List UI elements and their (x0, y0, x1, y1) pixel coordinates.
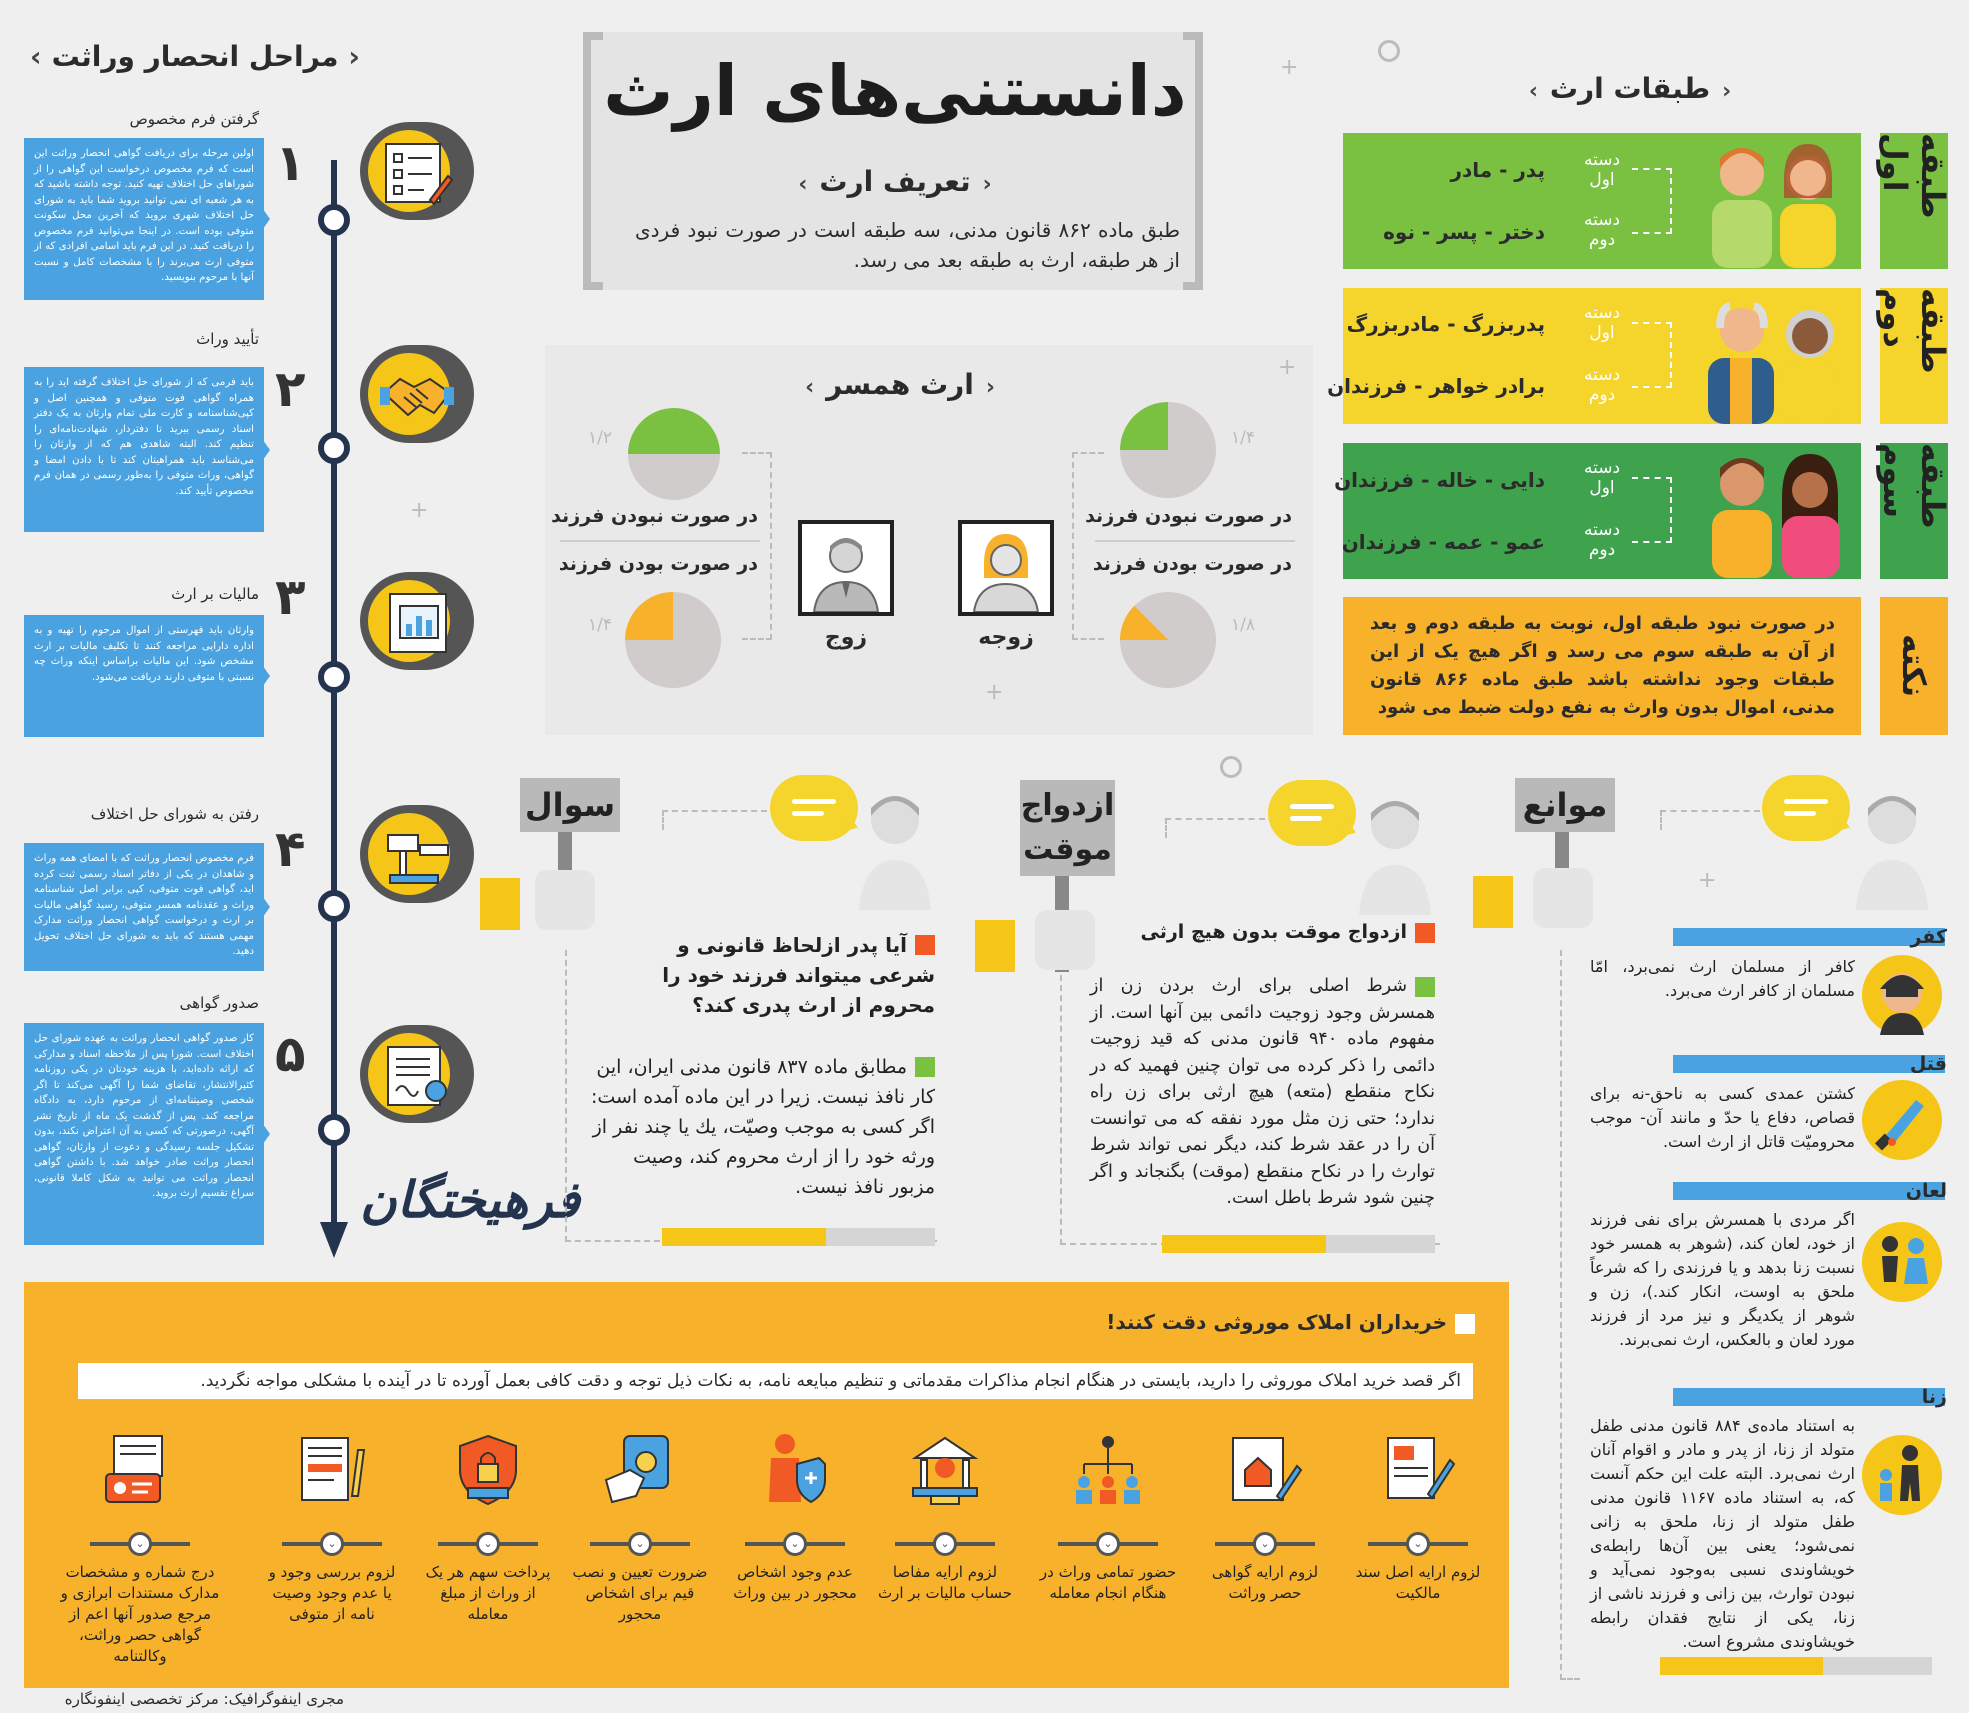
connector-dashed (662, 810, 767, 830)
buyers-title: خریداران املاک موروثی دقت کنند! (900, 1310, 1475, 1334)
step-5-title: صدور گواهی (179, 994, 259, 1012)
obstacle-4-header (1673, 1388, 1945, 1406)
pie-wife-with-child (1120, 592, 1216, 688)
bullet-white-icon (1455, 1314, 1475, 1334)
fraction-wife-with-child: ۱/۸ (1231, 615, 1255, 635)
connector-dashed (1660, 810, 1760, 830)
obstacle-3-header (1673, 1182, 1945, 1200)
fraction-husband-no-child: ۱/۲ (588, 428, 612, 448)
bullet-green-icon (915, 1057, 935, 1077)
speech-bubble-icon (1268, 780, 1356, 846)
chevron-right-icon: ‹ (1722, 79, 1732, 104)
wife-avatar (958, 520, 1054, 616)
obstacle-2-title: قتل (1909, 1053, 1947, 1075)
man-icon (802, 524, 890, 612)
obstacles-panel (1560, 950, 1580, 1680)
step-1-number: ۱ (275, 134, 306, 192)
spouse-title: ‹ارث همسر› (805, 368, 995, 401)
cuff-icon (480, 878, 520, 930)
step-4-text: فرم مخصوص انحصار وراثت که با امضای همه وراث و شاهدان در یکی از دفاتر اسناد رسمی ثبت کرده اید، گواهی فوت متوفی، کپی برابر اصل شناسنامه وراث و عقدنامه همسر متوفی، رسید گواهی مالیات بر ارث و درخواست گواهی انحصار وراثت مدارک مهمی هستند که باید به شورای حل اختلاف تحویل دهید. (24, 843, 264, 971)
wife-with-child-label: در صورت بودن فرزند (1092, 553, 1292, 575)
obstacle-1-header (1673, 928, 1945, 946)
step-4-number: ۴ (275, 820, 306, 878)
buyer-icon-9 (100, 1430, 180, 1510)
progress-fill (662, 1228, 826, 1246)
pie-wife-no-child (1120, 402, 1216, 498)
report-chart-icon (380, 590, 454, 656)
will-document-icon (292, 1430, 372, 1510)
buyer-item-2-label: لزوم ارایه گواهی حصر وراثت (1211, 1563, 1319, 1602)
tier-1-group-2: دسته دوم (1583, 210, 1621, 250)
plus-decoration-icon: + (1698, 868, 1717, 893)
woman-icon (962, 524, 1050, 612)
user-icon (855, 780, 935, 910)
circle-decoration-icon (1378, 40, 1400, 62)
wife-no-child-label: در صورت نبودن فرزند (1085, 505, 1292, 527)
timeline-node (318, 204, 350, 236)
bank-tax-icon (905, 1430, 985, 1510)
obstacle-4-text: به استناد ماده‌ی ۸۸۴ قانون مدنی طفل متولد از زنا، از پدر و مادر و اقوام آنان ارث نمی‌برد. البته علت این حکم آنست که، به استناد ماده ۱۱۶۷ قانون مدنی طفل متولد از زنا، ملحق به زانی نمی‌شود؛ یعنی بین آن‌ها رابطه‌ی خویشاوندی نسبی به‌وجود نمی‌آید و نبودن توارث، بین زانی و فرزند ناشی از زنا، یکی از نتایج فقدان رابطه خویشاوندی مشروع است. (1590, 1416, 1855, 1651)
husband-no-child-label: در صورت نبودن فرزند (551, 505, 758, 527)
tier-2-group-1: دسته اول (1583, 303, 1621, 343)
buyers-intro: اگر قصد خرید املاک موروثی را دارید، بایستی در هنگام انجام مذاکرات مقدماتی و تنظیم مبایعه نامه، به نکات ذیل توجه و دقت کافی بعمل آورده تا در آینده با مشکلی مواجه نگردید. (78, 1363, 1473, 1399)
chevron-down-icon: ⌄ (628, 1532, 652, 1556)
id-card-icon (100, 1430, 180, 1510)
divider (1095, 540, 1295, 542)
obstacles-progress (1660, 1657, 1932, 1675)
question-a: مطابق ماده ۸۳۷ قانون مدنی ایران، این کار نافذ نیست. زیرا در این ماده آمده است: اگر کسی به موجب وصیّت، یك یا چند نفر از ورثه خود را از ارث محروم کند، وصیت مزبور نافذ نیست. (590, 1056, 935, 1198)
buyer-item-9-label: درج شماره و مشخصات مدارک مستندات ابرازی و مرجع صدور آنها اعم از گواهی حصر وراثت، وکالتنامه (60, 1563, 220, 1665)
buyer-icon-4 (905, 1430, 985, 1510)
uncle-aunt-icon (1690, 438, 1860, 578)
bullet-red-icon (1415, 923, 1435, 943)
user-icon (1852, 780, 1932, 910)
hand-icon (1533, 868, 1593, 928)
connector-dashed (1632, 168, 1672, 234)
tier-2-line-1: پدربزرگ - مادربزرگ (1346, 312, 1545, 336)
shield-lock-icon (448, 1430, 528, 1510)
chevron-left-icon: › (805, 375, 815, 400)
chevron-right-icon: ‹ (982, 172, 992, 197)
chevron-down-icon: ⌄ (933, 1532, 957, 1556)
temp-marriage-a: شرط اصلی برای ارث بردن زن از همسرش وجود زوجیت دائمی بین آنها است. از مفهوم ماده ۹۴۰ قانون مدنی که قید زوجیت دائمی را ذکر کرده می توان چنین فهمید که در نکاح منقطع (متعه) هیچ ارثی برای زن راه ندارد؛ حتی زن مثل مورد نفقه که می توانست آن را در عقد شرط کند، دیگر نمی تواند شرط توارث را در نکاح منقطع (موقت) بگنجاند و اگر چنین شود شرط باطل است. (1090, 976, 1435, 1208)
bullet-red-icon (915, 935, 935, 955)
obstacle-1-text: کافر از مسلمان ارث نمی‌برد، امّا مسلمان از کافر ارث می‌برد. (1590, 957, 1855, 1000)
couple-argue-icon (1862, 1222, 1942, 1302)
temp-marriage-sign: ازدواج موقت (1020, 780, 1115, 876)
person-shield-icon (755, 1430, 835, 1510)
tier-1-label: طبقه اول (1880, 133, 1948, 269)
temp-marriage-q: ازدواج موقت بدون هیچ ارثی (1100, 918, 1435, 946)
deed-icon (1378, 1430, 1458, 1510)
connector-dashed (1165, 818, 1265, 838)
hand-icon (1035, 910, 1095, 970)
chevron-down-icon: ⌄ (1096, 1532, 1120, 1556)
obstacle-2-text: کشتن عمدی کسی به ناحق-نه برای قصاص، دفاع یا حدّ و مانند آن- موجب محرومیّت قاتل از ارث است. (1590, 1084, 1855, 1151)
chevron-down-icon: ⌄ (1406, 1532, 1430, 1556)
timeline-line (331, 160, 337, 1230)
step-3-title: مالیات بر ارث (171, 585, 259, 603)
step-2-number: ۲ (275, 360, 306, 418)
process-title: ‹مراحل انحصار وراثت› (30, 40, 360, 73)
obstacles-sign: موانع (1515, 778, 1615, 832)
hand-icon (535, 870, 595, 930)
buyer-item-1-label: لزوم ارایه اصل سند مالکیت (1355, 1563, 1481, 1602)
logo-wordmark: فرهیختگان (360, 1170, 580, 1229)
husband-label: زوج (824, 625, 868, 650)
buyer-icon-8 (292, 1430, 372, 1510)
step-3-number: ۳ (275, 568, 306, 626)
parents-icon (1690, 128, 1860, 268)
gavel-icon (380, 823, 454, 889)
buyer-item-5-label: عدم وجود اشخاص محجور در بین وراث (733, 1563, 857, 1602)
chevron-right-icon: ‹ (348, 40, 360, 73)
connector-dashed (1632, 477, 1672, 543)
step-5-badge (360, 1025, 474, 1123)
step-3-badge (360, 572, 474, 670)
chevron-left-icon: › (798, 172, 808, 197)
step-4-badge (360, 805, 474, 903)
progress-fill (1162, 1235, 1326, 1253)
cuff-icon (975, 920, 1015, 972)
step-1-badge (360, 122, 474, 220)
obstacle-3-icon (1862, 1222, 1942, 1302)
step-2-title: تأیید وراث (196, 330, 259, 348)
tier-1-group-1: دسته اول (1583, 150, 1621, 190)
buyer-icon-1 (1378, 1430, 1458, 1510)
question-q: آیا پدر ازلحاظ قانونی و شرعی میتواند فرزند خود را محروم از ارث پدری کند؟ (662, 933, 935, 1017)
progress-fill (1660, 1657, 1823, 1675)
tier-3-group-1: دسته اول (1583, 458, 1621, 498)
obstacle-3-text: اگر مردی با همسرش برای نفی فرزند از خود، لعان کند، (شوهر به همسر خود نسبت زنا بدهد و یا فرزندی را که شرعاً ملحق به اوست، انکار کند.)، زن و شوهر از یکدیگر و نیز مرد از فرزند مورد لعان و بالعکس، ارث نمی‌برند. (1590, 1210, 1855, 1349)
chevron-down-icon: ⌄ (128, 1532, 152, 1556)
user-icon (1355, 785, 1435, 915)
timeline-node (318, 432, 350, 464)
speech-bubble-icon (1762, 775, 1850, 841)
obstacle-1-title: کفر (1910, 926, 1947, 948)
step-4-title: رفتن به شورای حل اختلاف (90, 805, 259, 823)
plus-decoration-icon: + (1278, 355, 1297, 380)
obstacle-2-icon (1862, 1080, 1942, 1160)
timeline-node (318, 890, 350, 922)
chevron-down-icon: ⌄ (1253, 1532, 1277, 1556)
husband-with-child-label: در صورت بودن فرزند (558, 553, 758, 575)
buyer-icon-3 (1068, 1430, 1148, 1510)
plus-decoration-icon: + (410, 498, 429, 523)
buyer-item-4-label: لزوم ارایه مفاصا حساب مالیات بر ارث (877, 1563, 1013, 1602)
wife-label: زوجه (978, 625, 1034, 650)
tier-2-line-2: برادر خواهر - فرزندان (1327, 374, 1545, 398)
obstacle-2-header (1673, 1055, 1945, 1073)
step-3-text: وارثان باید فهرستی از اموال مرحوم را تهیه و به اداره دارایی مراجعه کنند تا تکلیف مالیات بر ارث مشخص شود. این مالیات براساس اینکه وراث چه نسبتی با متوفی دارند دریافت می‌شود. (24, 615, 264, 737)
definition-title: ‹تعریف ارث› (798, 165, 992, 198)
handshake-icon (380, 363, 454, 429)
step-1-title: گرفتن فرم مخصوص (129, 110, 259, 128)
chevron-down-icon: ⌄ (783, 1532, 807, 1556)
step-2-badge (360, 345, 474, 443)
divider (560, 540, 760, 542)
connector-dashed (1072, 452, 1104, 640)
temp-marriage-progress (1162, 1235, 1435, 1253)
step-5-number: ۵ (275, 1025, 306, 1083)
step-1-text: اولین مرحله برای دریافت گواهی انحصار وراثت این است که فرم مخصوص درخواست این گواهی را از شوراهای حل اختلاف تهیه کنید. توجه داشته باشید که به هر شعبه ای نمی توانید بروید شما باید به شورای حل اختلاف شهری بروید که آخرین محل سکونت متوفی بوده است. در اینجا می‌توانید فرم مخصوص را دریافت کنید. در این فرم باید اسامی افرادی که از متوفی ارث می‌برند را با مشخصات کامل و نسبت آنها با مرحوم بنویسید. (24, 138, 264, 300)
timeline-node (318, 661, 350, 693)
buyer-item-8-label: لزوم بررسی وجود و یا عدم وجود وصیت نامه از متوفی (268, 1563, 396, 1623)
knife-icon (1862, 1080, 1942, 1160)
form-document-icon (380, 140, 454, 206)
obstacle-4-title: زنا (1921, 1386, 1947, 1408)
obstacle-1-icon (1862, 955, 1942, 1035)
tiers-title: ‹طبقات ارث› (1528, 72, 1732, 105)
chevron-down-icon: ⌄ (320, 1532, 344, 1556)
bullet-green-icon (1415, 977, 1435, 997)
question-sign: سوال (520, 778, 620, 832)
buyer-item-3-label: حضور تمامی وراث در هنگام انجام معامله (1039, 1563, 1177, 1602)
hand-money-icon (600, 1430, 680, 1510)
tier-1-line-1: پدر - مادر (1450, 158, 1545, 182)
note-text: در صورت نبود طبقه اول، نوبت به طبقه دوم و بعد از آن به طبقه سوم می رسد و اگر هیچ یک از این طبقات وجود نداشته باشد طبق ماده ۸۶۶ قانون مدنی، اموال بدون وارث به نفع دولت ضبط می شود (1370, 613, 1836, 718)
definition-text: طبق ماده ۸۶۲ قانون مدنی، سه طبقه است در صورت نبود فردی از هر طبقه، ارث به طبقه بعد می رسد. (635, 218, 1180, 272)
note-label: نکته (1880, 597, 1948, 735)
chevron-right-icon: ‹ (985, 375, 995, 400)
tier-1-line-2: دختر - پسر - نوه (1383, 220, 1545, 244)
chevron-left-icon: › (30, 40, 42, 73)
tier-3-line-1: دایی - خاله - فرزندان (1334, 468, 1545, 492)
pie-husband-no-child (628, 408, 720, 500)
buyer-icon-2 (1225, 1430, 1305, 1510)
speech-bubble-icon (770, 775, 858, 841)
man-child-icon (1862, 1435, 1942, 1515)
step-5-text: کار صدور گواهی انحصار وراثت به عهده شورای حل اختلاف است. شورا پس از ملاحظه اسناد و مدارکی که ارائه داده‌اید، با هزینه خودتان در یکی روزنامه کثیرالانتشار، تقاضای شما را آگهی می‌کند تا اگر شخصی وصیتنامه‌ای از مرحوم دارد، به دادگاه مراجعه کند. پس از گذشت یک ماه از تاریخ نشر آگهی، درصورتی که کسی به آن اعتراض نکند، بدون تشکیل جلسه رسیدگی و دعوت از وارثان، گواهی انحصار وراثت صادر خواهد شد. با داشتن گواهی انحصار وراثت می توانید به شکل کاملا قانونی، سراغ تقسیم ارث بروید. (24, 1023, 264, 1245)
logo (360, 1170, 580, 1280)
plus-decoration-icon: + (1280, 55, 1299, 80)
tier-2-label: طبقه دوم (1880, 288, 1948, 424)
circle-decoration-icon (1220, 756, 1242, 778)
pie-husband-with-child (625, 592, 721, 688)
tier-2-group-2: دسته دوم (1583, 365, 1621, 405)
footer-credit: مجری اینفوگرافیک: مرکز تخصصی اینفونگاره (64, 1690, 344, 1708)
obstacle-3-title: لعان (1905, 1180, 1947, 1202)
fraction-wife-no-child: ۱/۴ (1231, 428, 1255, 448)
timeline-arrow-icon (320, 1222, 348, 1258)
connector-dashed (742, 452, 772, 640)
obstacle-4-icon (1862, 1435, 1942, 1515)
chevron-left-icon: › (1528, 79, 1538, 104)
buyer-icon-5 (755, 1430, 835, 1510)
certificate-icon (380, 1043, 454, 1109)
husband-avatar (798, 520, 894, 616)
page-title: دانستنی‌های ارث (603, 50, 1187, 132)
people-hierarchy-icon (1068, 1430, 1148, 1510)
tier-3-group-2: دسته دوم (1583, 520, 1621, 560)
buyer-icon-6 (600, 1430, 680, 1510)
tier-3-line-2: عمو - عمه - فرزندان (1341, 530, 1545, 554)
buyer-item-7-label: پرداخت سهم هر یک از وراث از مبلغ معامله (425, 1563, 551, 1623)
masked-person-icon (1862, 955, 1942, 1035)
grandparents-icon (1690, 282, 1860, 424)
house-document-icon (1225, 1430, 1305, 1510)
plus-decoration-icon: + (985, 680, 1004, 705)
tier-3-label: طبقه سوم (1880, 443, 1948, 579)
fraction-husband-with-child: ۱/۴ (588, 615, 612, 635)
chevron-down-icon: ⌄ (476, 1532, 500, 1556)
timeline-node (318, 1114, 350, 1146)
question-progress (662, 1228, 935, 1246)
buyer-item-6-label: ضرورت تعیین و نصب قیم برای اشخاص محجور (572, 1563, 708, 1623)
cuff-icon (1473, 876, 1513, 928)
buyer-icon-7 (448, 1430, 528, 1510)
step-2-text: باید فرمی که از شورای حل اختلاف گرفته اید را به همراه گواهی فوت متوفی و همچنین اصل و کپی‌شناسنامه و کارت ملی تمام وارثان به یک دفتر اسناد رسمی ببرید تا دفتردار، شهادت‌نامه‌ای را تنظیم کند. البته شاهدی هم که از وارثان را می‌شناسد باید همراهیتان کند تا با دادن امضا و گواهی، وراث متوفی را به‌طور رسمی در همان فرم مخصوص تأیید کند. (24, 367, 264, 532)
connector-dashed (1632, 322, 1672, 388)
